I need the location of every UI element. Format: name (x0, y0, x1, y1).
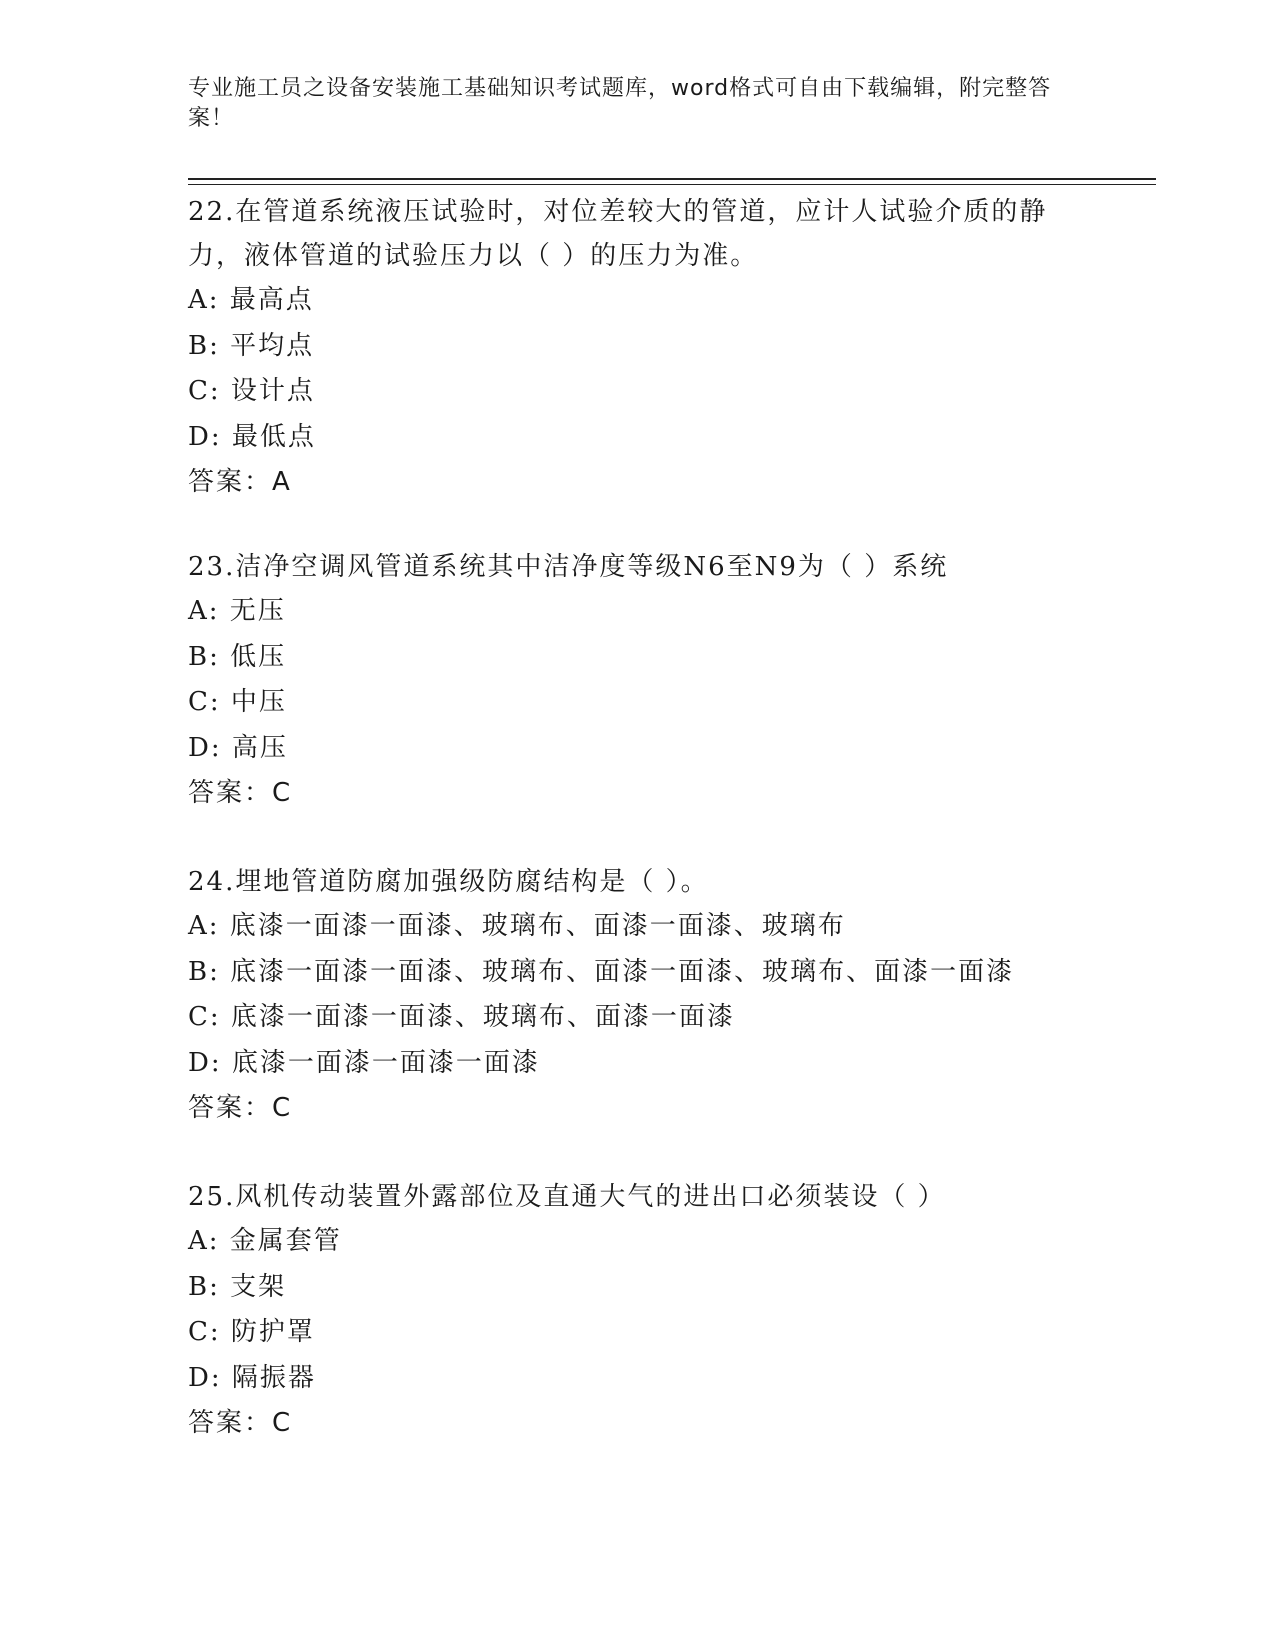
answer: 答案：C (188, 1093, 293, 1123)
option-a: A: 最高点 (188, 285, 314, 315)
option-b: B: 平均点 (188, 330, 315, 361)
question-24 (188, 860, 1088, 1131)
question-23 (188, 545, 1088, 816)
question-text: 25.风机传动装置外露部位及直通大气的进出口必须装设（ ） (188, 1182, 946, 1212)
answer: 答案：C (188, 778, 293, 808)
option-a: A: 无压 (188, 596, 286, 626)
header-divider-thin (188, 184, 1156, 185)
option-b: B: 底漆一面漆一面漆、玻璃布、面漆一面漆、玻璃布、面漆一面漆 (188, 956, 1015, 987)
document-header: 专业施工员之设备安装施工基础知识考试题库，word格式可自由下载编辑，附完整答案！ (188, 76, 1052, 131)
option-a: A: 金属套管 (188, 1226, 342, 1256)
option-b: B: 低压 (188, 641, 287, 672)
question-text: 24.埋地管道防腐加强级防腐结构是（ ）。 (188, 867, 709, 897)
question-text: 23.洁净空调风管道系统其中洁净度等级N6至N9为（ ）系统 (188, 552, 949, 582)
question-25 (188, 1175, 1088, 1446)
option-d: D: 高压 (188, 732, 288, 763)
option-b: B: 支架 (188, 1271, 287, 1302)
header-divider (188, 178, 1156, 180)
option-a: A: 底漆一面漆一面漆、玻璃布、面漆一面漆、玻璃布 (188, 911, 846, 941)
option-c: C: 底漆一面漆一面漆、玻璃布、面漆一面漆 (188, 1002, 735, 1032)
option-d: D: 最低点 (188, 421, 316, 452)
option-c: C: 设计点 (188, 376, 315, 406)
option-d: D: 隔振器 (188, 1362, 316, 1393)
option-c: C: 中压 (188, 687, 287, 717)
question-22 (188, 190, 1088, 505)
option-c: C: 防护罩 (188, 1317, 315, 1347)
question-text: 22.在管道系统液压试验时，对位差较大的管道，应计人试验介质的静力，液体管道的试验压力以（ ）的压力为准。 (188, 197, 1048, 271)
option-d: D: 底漆一面漆一面漆一面漆 (188, 1047, 540, 1078)
answer: 答案：A (188, 467, 292, 497)
answer: 答案：C (188, 1408, 293, 1438)
